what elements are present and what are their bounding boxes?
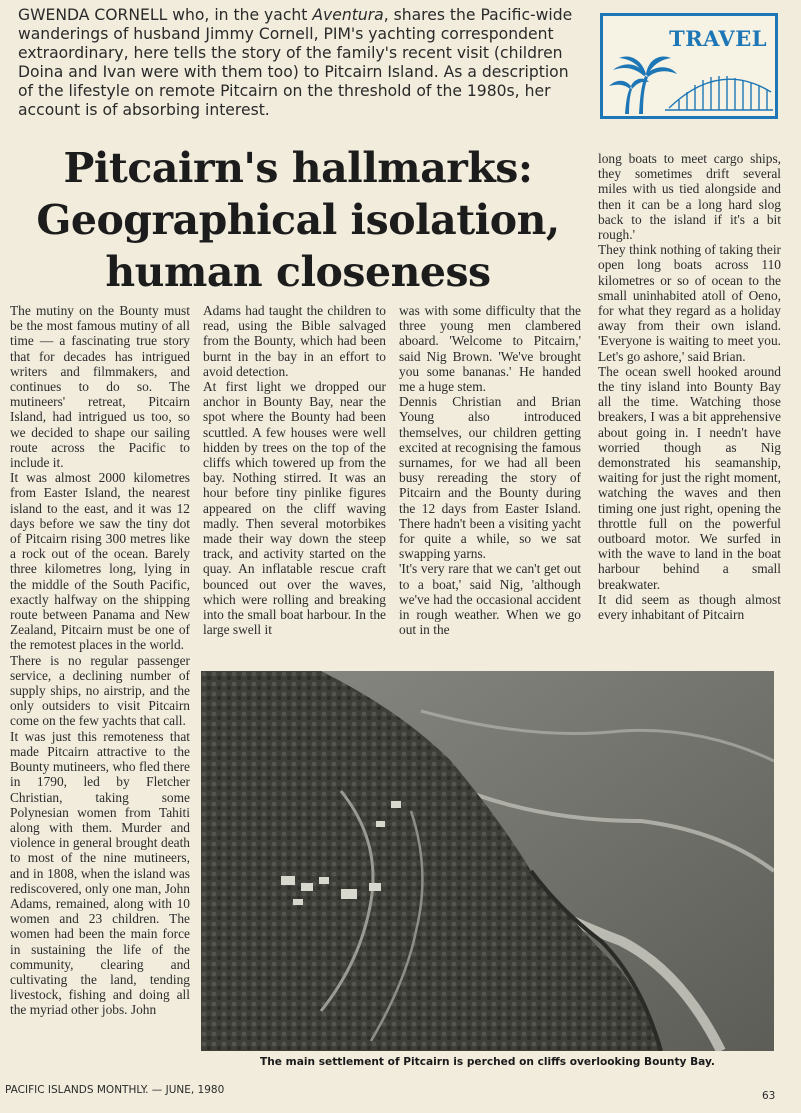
article-column-3: was with some difficulty that the three young men clambered aboard. 'Welcome to Pitcairn,' said Nig Brown. 'We've brought you some bananas.' He handed me a huge stem. Dennis Christian and Brian Young also introduced themselves, our children getting excited at recognising the famous surnames, for we had all been busy rereading the story of Pitcairn and the Bounty during the 12 days from Easter Island. There hadn't been a visiting yacht for quite a while, so we sat swapping yarns. 'It's very rare that we can't get out to a boat,' said Nig, 'although we've had the occasional accident in rough weather. When we go out in the <box>399 303 581 638</box>
intro-paragraph <box>18 6 586 120</box>
article-column-2: Adams had taught the children to read, using the Bible salvaged from the Bounty, which had been burnt in the bay in an effort to avoid detection. At first light we dropped our anchor in Bounty Bay, near the spot where the Bounty had been scuttled. A few houses were well hidden by trees on the top of the cliffs which towered up from the bay. Nothing stirred. It was an hour before tiny pinlike figures appeared on the cliff waving madly. Then several motorbikes made their way down the steep track, and activity started on the quay. An inflatable rescue craft bounced out over the waves, which were rolling and breaking into the small boat harbour. In the large swell it <box>203 303 386 638</box>
headline <box>28 142 568 298</box>
intro-text-2: , shares the Pacific-wide wanderings of husband Jimmy Cornell, PIM's yachting correspondent extraordinary, here tells the story of the family's recent visit (children Doina and Ivan were with them too) to Pitcairn Island. As a description of the lifestyle on remote Pitcairn on the threshold of the 1980s, her account is of absorbing interest. <box>18 6 573 119</box>
travel-badge <box>600 13 778 119</box>
headline-line-1: Pitcairn's hallmarks: <box>63 144 533 192</box>
headline-line-3: human closeness <box>105 248 491 296</box>
article-column-4: long boats to meet cargo ships, they sometimes drift several miles with us tied alongside and then it can be a long hard slog back to the island if it's a bit rough.' They think nothing of taking their open long boats across 110 kilometres or so of ocean to the small uninhabited atoll of Oeno, for what they regard as a holiday away from their own island. 'Everyone is waiting to meet you. Let's go ashore,' said Brian. The ocean swell hooked around the tiny island into Bounty Bay all the time. Watching those breakers, I was a bit apprehensive about going in. I needn't have worried though as Nig demonstrated his seamanship, waiting for just the right moment, watching the waves and then timing one just right, opening the throttle full on the powerful outboard motor. We surfed in with the wave to land in the boat harbour behind a small breakwater. It did seem as though almost every inhabitant of Pitcairn <box>598 151 781 623</box>
palm-tree-and-bridge-icon <box>609 52 773 114</box>
photo-caption: The main settlement of Pitcairn is perched on cliffs overlooking Bounty Bay. <box>260 1056 715 1068</box>
intro-yacht-name: Aventura <box>312 6 384 24</box>
cliff-coastline-image <box>201 671 774 1051</box>
settlement-photo <box>201 671 774 1051</box>
travel-label: TRAVEL <box>669 26 767 51</box>
page-number: 63 <box>762 1090 776 1102</box>
headline-line-2: Geographical isolation, <box>36 196 560 244</box>
intro-text-1: GWENDA CORNELL who, in the yacht <box>18 6 313 24</box>
article-column-1: The mutiny on the Bounty must be the most famous mutiny of all time — a fascinating true story that for decades has intrigued writers and filmmakers, and continues to do so. The mutineers' retreat, Pitcairn Island, had intrigued us too, so we decided to shape our sailing route across the Pacific to include it. It was almost 2000 kilometres from Easter Island, the nearest island to the east, and it was 12 days before we saw the tiny dot of Pitcairn rising 300 metres like a rock out of the ocean. Barely three kilometres long, lying in the middle of the South Pacific, exactly halfway on the shipping route between Panama and New Zealand, Pitcairn must be one of the remotest places in the world. There is no regular passenger service, a declining number of supply ships, no airstrip, and the only outsiders to visit Pitcairn come on the few yachts that call. It was just this remoteness that made Pitcairn attractive to the Bounty mutineers, who fled there in 1790, led by Fletcher Christian, taking some Polynesian women from Tahiti along with them. Murder and violence in general brought death to most of the nine mutineers, and in 1808, when the island was rediscovered, only one man, John Adams, remained, along with 10 women and 23 children. The women had been the main force in sustaining the life of the community, clearing and cultivating the land, tending livestock, fishing and doing all the myriad other jobs. John <box>10 303 190 1018</box>
publication-footer: PACIFIC ISLANDS MONTHLY. — JUNE, 1980 <box>5 1084 225 1096</box>
